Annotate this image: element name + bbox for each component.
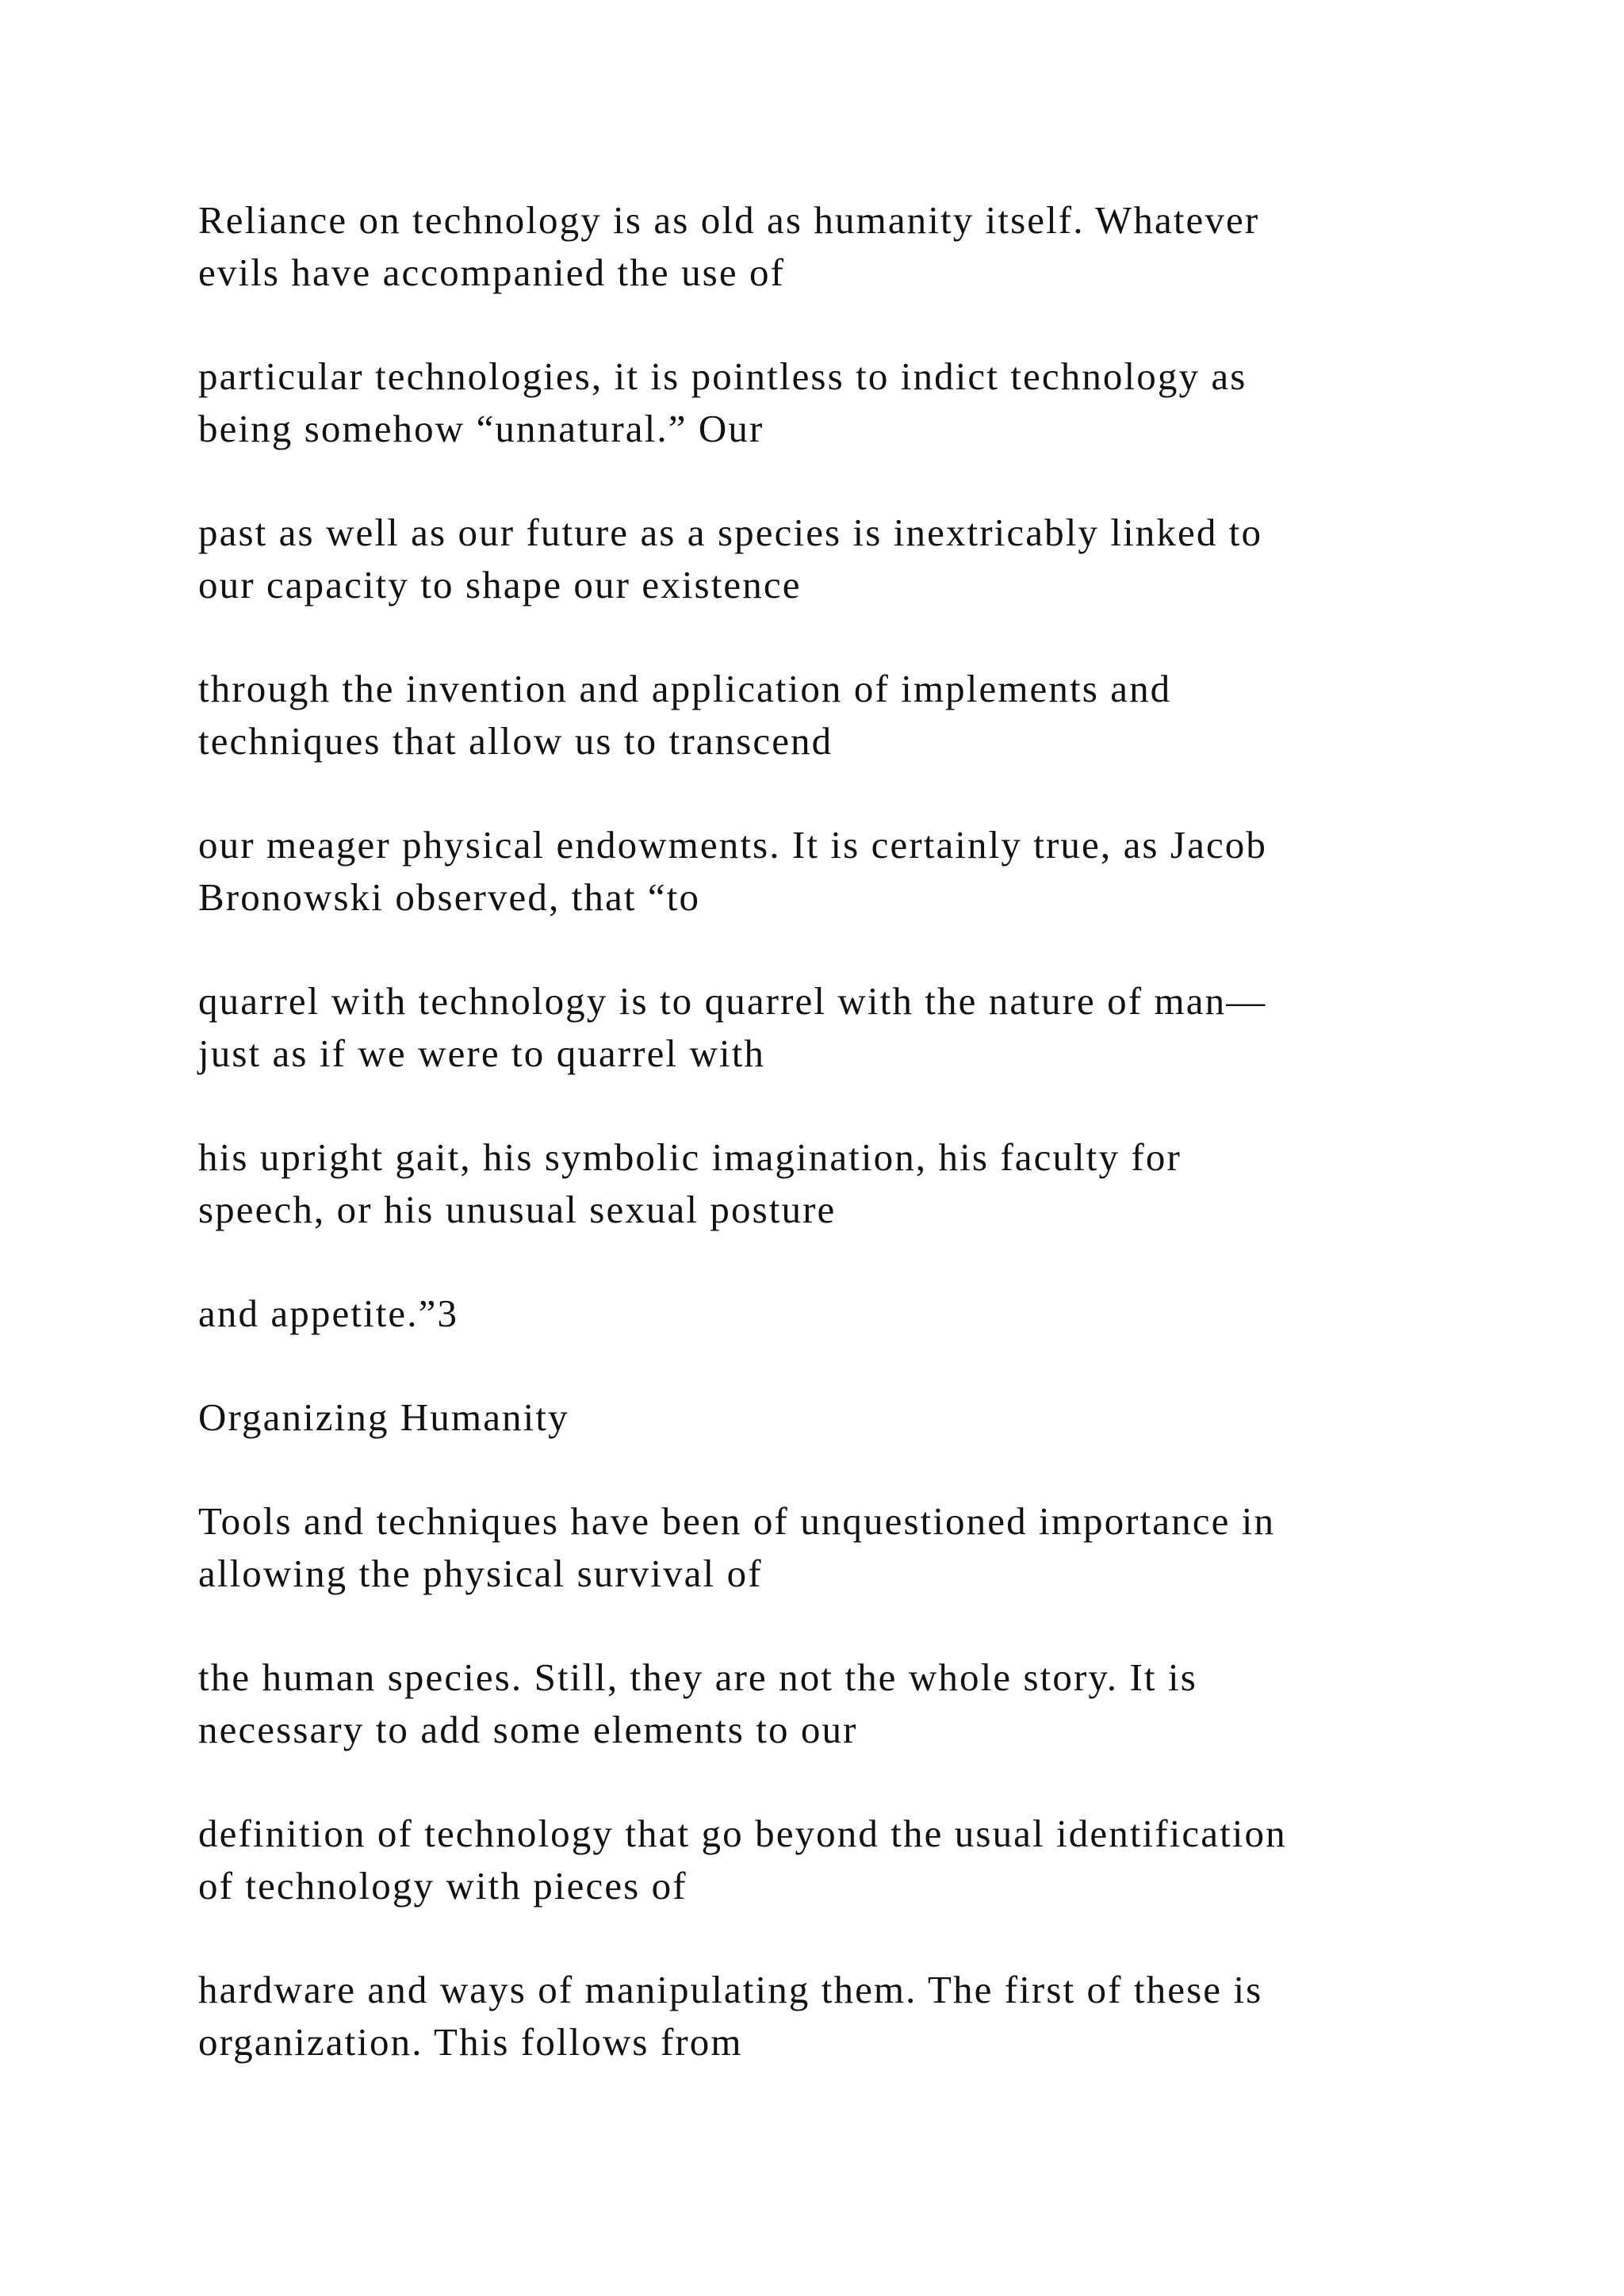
paragraph [198, 507, 1435, 611]
heading-line: Organizing Humanity [198, 1395, 569, 1439]
text-line: the human species. Still, they are not the whole story. It is [198, 1655, 1197, 1699]
text-line: being somehow “unnatural.” Our [198, 407, 764, 450]
text-line: through the invention and application of implements and [198, 667, 1172, 710]
document-body [198, 194, 1435, 2120]
paragraph [198, 975, 1435, 1080]
paragraph [198, 1651, 1435, 1756]
text-line: past as well as our future as a species is inextricably linked to [198, 511, 1263, 554]
paragraph [198, 663, 1435, 767]
text-line: our capacity to shape our existence [198, 563, 802, 607]
paragraph [198, 819, 1435, 924]
text-line: particular technologies, it is pointless to indict technology as [198, 354, 1247, 398]
paragraph [198, 350, 1435, 455]
paragraph [198, 1964, 1435, 2068]
paragraph [198, 1808, 1435, 1912]
text-line: our meager physical endowments. It is certainly true, as Jacob [198, 823, 1267, 867]
text-line: evils have accompanied the use of [198, 251, 786, 294]
text-line: Bronowski observed, that “to [198, 875, 701, 919]
paragraph [198, 1131, 1435, 1236]
text-line: of technology with pieces of [198, 1864, 688, 1908]
text-line: definition of technology that go beyond the usual identification [198, 1812, 1287, 1855]
paragraph [198, 1495, 1435, 1600]
text-line: organization. This follows from [198, 2020, 743, 2064]
text-line: speech, or his unusual sexual posture [198, 1188, 837, 1231]
text-line: hardware and ways of manipulating them. The first of these is [198, 1968, 1263, 2011]
text-line: Reliance on technology is as old as humanity itself. Whatever [198, 198, 1260, 242]
text-line: necessary to add some elements to our [198, 1708, 858, 1751]
text-line: his upright gait, his symbolic imagination, his faculty for [198, 1135, 1182, 1179]
text-line: and appetite.”3 [198, 1292, 459, 1335]
text-line: Tools and techniques have been of unquestioned importance in [198, 1499, 1276, 1543]
section-heading [198, 1391, 1435, 1444]
text-line: techniques that allow us to transcend [198, 719, 833, 763]
paragraph [198, 194, 1435, 299]
paragraph [198, 1288, 1435, 1340]
text-line: allowing the physical survival of [198, 1552, 763, 1595]
text-line: quarrel with technology is to quarrel with the nature of man— [198, 979, 1267, 1023]
text-line: just as if we were to quarrel with [198, 1031, 766, 1075]
